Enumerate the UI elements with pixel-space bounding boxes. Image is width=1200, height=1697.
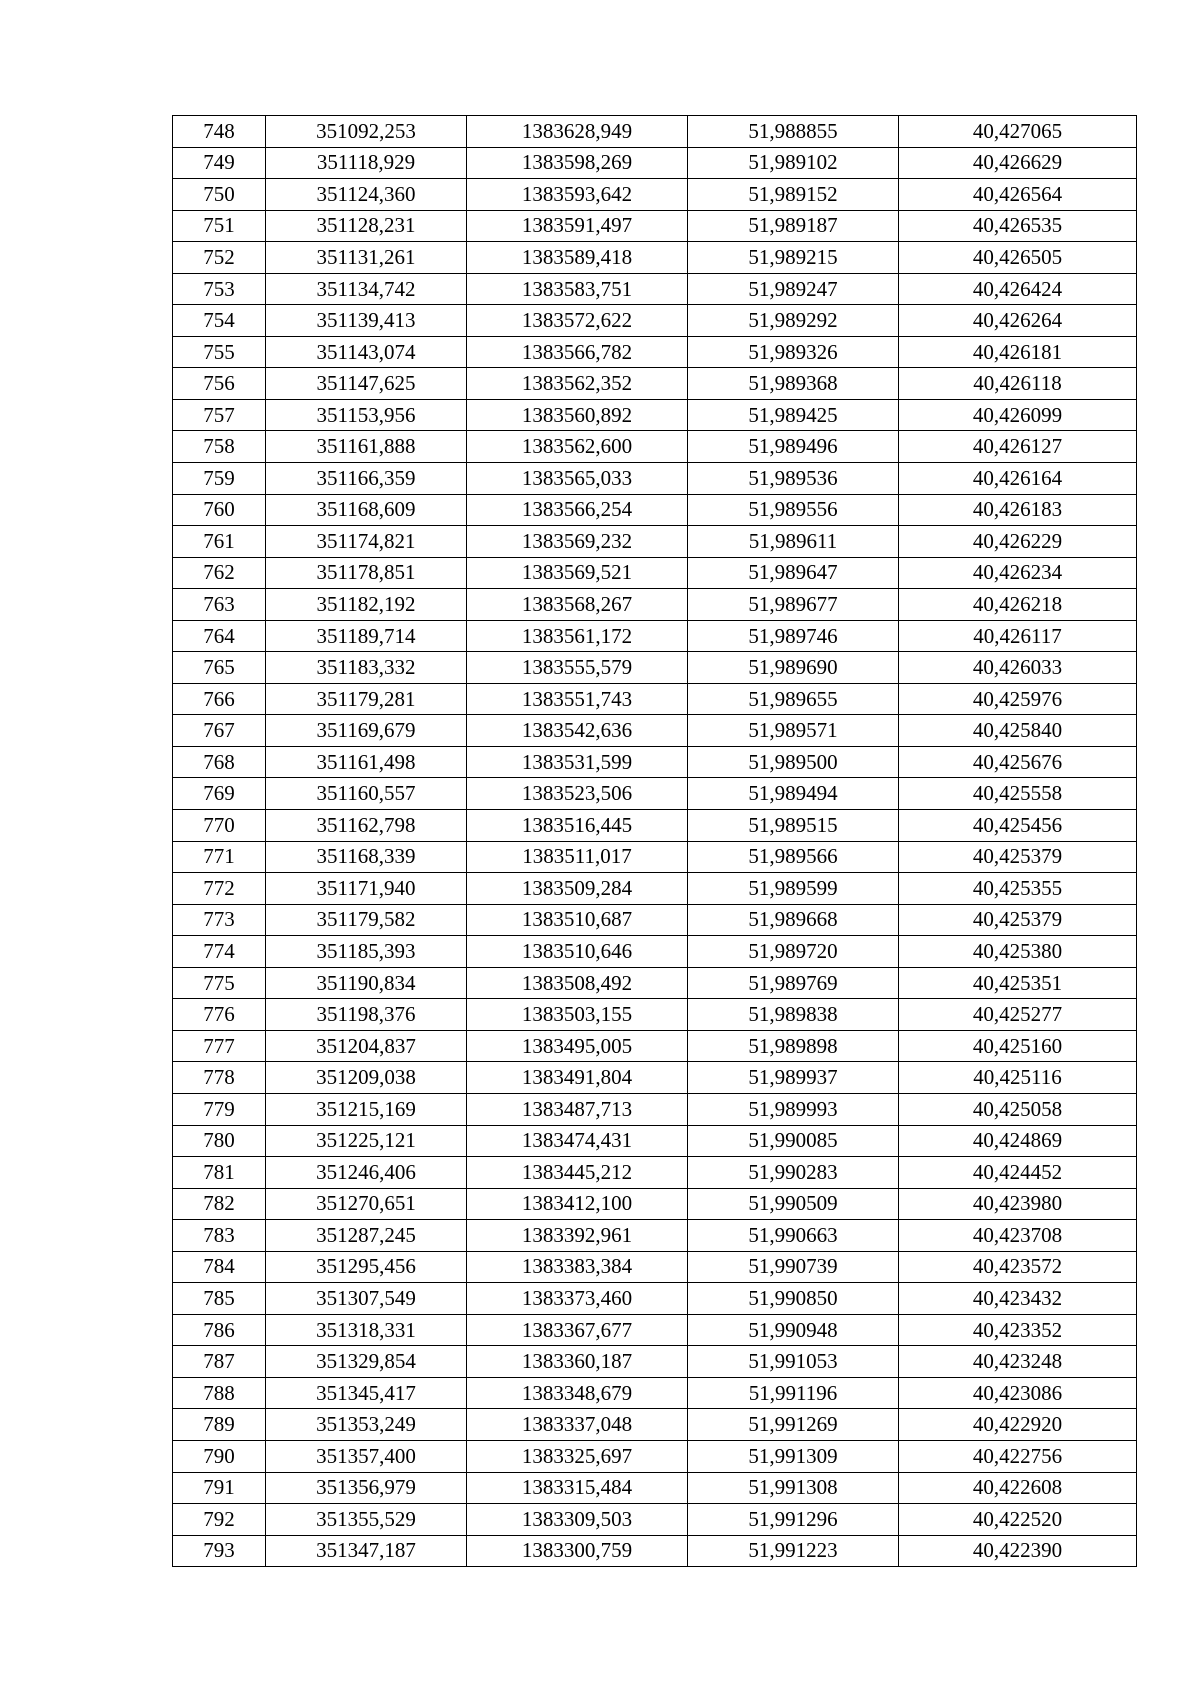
point-number-cell: 782 [173, 1188, 266, 1220]
coord-y-cell: 1383503,155 [467, 999, 688, 1031]
point-number-cell: 760 [173, 494, 266, 526]
point-number-cell: 754 [173, 305, 266, 337]
latitude-cell: 51,990850 [688, 1283, 899, 1315]
coord-y-cell: 1383474,431 [467, 1125, 688, 1157]
coord-x-cell: 351171,940 [266, 873, 467, 905]
coord-x-cell: 351143,074 [266, 336, 467, 368]
point-number-cell: 761 [173, 526, 266, 558]
coord-y-cell: 1383542,636 [467, 715, 688, 747]
coord-y-cell: 1383562,600 [467, 431, 688, 463]
point-number-cell: 749 [173, 147, 266, 179]
point-number-cell: 775 [173, 967, 266, 999]
table-row [173, 368, 1137, 400]
table-row [173, 1409, 1137, 1441]
coord-y-cell: 1383531,599 [467, 746, 688, 778]
coord-y-cell: 1383566,254 [467, 494, 688, 526]
latitude-cell: 51,989655 [688, 683, 899, 715]
coord-x-cell: 351131,261 [266, 242, 467, 274]
longitude-cell: 40,426629 [899, 147, 1137, 179]
point-number-cell: 759 [173, 463, 266, 495]
table-row [173, 526, 1137, 558]
table-row [173, 463, 1137, 495]
table-row [173, 242, 1137, 274]
latitude-cell: 51,989326 [688, 336, 899, 368]
point-number-cell: 784 [173, 1251, 266, 1283]
coord-y-cell: 1383445,212 [467, 1157, 688, 1189]
coord-x-cell: 351198,376 [266, 999, 467, 1031]
latitude-cell: 51,989720 [688, 936, 899, 968]
point-number-cell: 790 [173, 1440, 266, 1472]
longitude-cell: 40,426229 [899, 526, 1137, 558]
point-number-cell: 783 [173, 1220, 266, 1252]
longitude-cell: 40,422756 [899, 1440, 1137, 1472]
coord-y-cell: 1383572,622 [467, 305, 688, 337]
table-row [173, 746, 1137, 778]
latitude-cell: 51,988855 [688, 116, 899, 148]
latitude-cell: 51,989566 [688, 841, 899, 873]
latitude-cell: 51,989368 [688, 368, 899, 400]
longitude-cell: 40,426424 [899, 273, 1137, 305]
latitude-cell: 51,989536 [688, 463, 899, 495]
coord-x-cell: 351183,332 [266, 652, 467, 684]
latitude-cell: 51,990663 [688, 1220, 899, 1252]
table-row [173, 1157, 1137, 1189]
point-number-cell: 755 [173, 336, 266, 368]
coord-y-cell: 1383551,743 [467, 683, 688, 715]
table-row [173, 1472, 1137, 1504]
table-row [173, 210, 1137, 242]
table-row [173, 1504, 1137, 1536]
longitude-cell: 40,426505 [899, 242, 1137, 274]
longitude-cell: 40,425379 [899, 841, 1137, 873]
table-row [173, 1030, 1137, 1062]
table-row [173, 147, 1137, 179]
latitude-cell: 51,989993 [688, 1093, 899, 1125]
coord-y-cell: 1383593,642 [467, 179, 688, 211]
latitude-cell: 51,990739 [688, 1251, 899, 1283]
point-number-cell: 751 [173, 210, 266, 242]
latitude-cell: 51,989690 [688, 652, 899, 684]
point-number-cell: 753 [173, 273, 266, 305]
longitude-cell: 40,426127 [899, 431, 1137, 463]
longitude-cell: 40,424452 [899, 1157, 1137, 1189]
coord-y-cell: 1383373,460 [467, 1283, 688, 1315]
longitude-cell: 40,427065 [899, 116, 1137, 148]
latitude-cell: 51,989677 [688, 589, 899, 621]
point-number-cell: 771 [173, 841, 266, 873]
table-row [173, 557, 1137, 589]
coord-y-cell: 1383383,384 [467, 1251, 688, 1283]
longitude-cell: 40,426234 [899, 557, 1137, 589]
point-number-cell: 778 [173, 1062, 266, 1094]
coord-x-cell: 351161,888 [266, 431, 467, 463]
coord-y-cell: 1383561,172 [467, 620, 688, 652]
longitude-cell: 40,425116 [899, 1062, 1137, 1094]
longitude-cell: 40,426564 [899, 179, 1137, 211]
coord-x-cell: 351160,557 [266, 778, 467, 810]
point-number-cell: 780 [173, 1125, 266, 1157]
longitude-cell: 40,426264 [899, 305, 1137, 337]
coord-y-cell: 1383325,697 [467, 1440, 688, 1472]
coord-x-cell: 351162,798 [266, 810, 467, 842]
point-number-cell: 750 [173, 179, 266, 211]
latitude-cell: 51,990283 [688, 1157, 899, 1189]
longitude-cell: 40,425676 [899, 746, 1137, 778]
longitude-cell: 40,422920 [899, 1409, 1137, 1441]
coord-x-cell: 351092,253 [266, 116, 467, 148]
coord-x-cell: 351287,245 [266, 1220, 467, 1252]
longitude-cell: 40,425351 [899, 967, 1137, 999]
longitude-cell: 40,426033 [899, 652, 1137, 684]
latitude-cell: 51,990948 [688, 1314, 899, 1346]
latitude-cell: 51,989496 [688, 431, 899, 463]
latitude-cell: 51,989647 [688, 557, 899, 589]
coord-x-cell: 351209,038 [266, 1062, 467, 1094]
latitude-cell: 51,991269 [688, 1409, 899, 1441]
coord-y-cell: 1383566,782 [467, 336, 688, 368]
coord-y-cell: 1383583,751 [467, 273, 688, 305]
longitude-cell: 40,423708 [899, 1220, 1137, 1252]
longitude-cell: 40,424869 [899, 1125, 1137, 1157]
table-row [173, 1062, 1137, 1094]
coord-x-cell: 351185,393 [266, 936, 467, 968]
table-row [173, 494, 1137, 526]
coord-x-cell: 351166,359 [266, 463, 467, 495]
latitude-cell: 51,991309 [688, 1440, 899, 1472]
coord-x-cell: 351169,679 [266, 715, 467, 747]
coord-x-cell: 351204,837 [266, 1030, 467, 1062]
latitude-cell: 51,991296 [688, 1504, 899, 1536]
coord-x-cell: 351179,281 [266, 683, 467, 715]
coord-x-cell: 351318,331 [266, 1314, 467, 1346]
table-row [173, 399, 1137, 431]
coord-x-cell: 351270,651 [266, 1188, 467, 1220]
coord-x-cell: 351215,169 [266, 1093, 467, 1125]
latitude-cell: 51,989769 [688, 967, 899, 999]
coord-x-cell: 351161,498 [266, 746, 467, 778]
longitude-cell: 40,426183 [899, 494, 1137, 526]
point-number-cell: 774 [173, 936, 266, 968]
coord-x-cell: 351353,249 [266, 1409, 467, 1441]
coord-x-cell: 351178,851 [266, 557, 467, 589]
table-row [173, 1188, 1137, 1220]
coord-x-cell: 351124,360 [266, 179, 467, 211]
coord-y-cell: 1383511,017 [467, 841, 688, 873]
latitude-cell: 51,989247 [688, 273, 899, 305]
point-number-cell: 766 [173, 683, 266, 715]
latitude-cell: 51,989898 [688, 1030, 899, 1062]
coord-y-cell: 1383589,418 [467, 242, 688, 274]
table-row [173, 305, 1137, 337]
latitude-cell: 51,989292 [688, 305, 899, 337]
coord-y-cell: 1383348,679 [467, 1377, 688, 1409]
point-number-cell: 792 [173, 1504, 266, 1536]
latitude-cell: 51,989937 [688, 1062, 899, 1094]
coord-x-cell: 351134,742 [266, 273, 467, 305]
latitude-cell: 51,989746 [688, 620, 899, 652]
longitude-cell: 40,426099 [899, 399, 1137, 431]
coord-y-cell: 1383367,677 [467, 1314, 688, 1346]
coord-y-cell: 1383487,713 [467, 1093, 688, 1125]
longitude-cell: 40,422608 [899, 1472, 1137, 1504]
latitude-cell: 51,989494 [688, 778, 899, 810]
coordinates-table [172, 115, 1137, 1567]
longitude-cell: 40,425058 [899, 1093, 1137, 1125]
table-row [173, 873, 1137, 905]
coord-y-cell: 1383495,005 [467, 1030, 688, 1062]
table-row [173, 179, 1137, 211]
point-number-cell: 789 [173, 1409, 266, 1441]
coord-y-cell: 1383491,804 [467, 1062, 688, 1094]
coord-x-cell: 351139,413 [266, 305, 467, 337]
table-row [173, 620, 1137, 652]
coord-x-cell: 351295,456 [266, 1251, 467, 1283]
point-number-cell: 785 [173, 1283, 266, 1315]
longitude-cell: 40,423086 [899, 1377, 1137, 1409]
coord-x-cell: 351246,406 [266, 1157, 467, 1189]
table-row [173, 715, 1137, 747]
longitude-cell: 40,426118 [899, 368, 1137, 400]
point-number-cell: 758 [173, 431, 266, 463]
point-number-cell: 777 [173, 1030, 266, 1062]
table-row [173, 1283, 1137, 1315]
coord-y-cell: 1383337,048 [467, 1409, 688, 1441]
latitude-cell: 51,989500 [688, 746, 899, 778]
coord-y-cell: 1383523,506 [467, 778, 688, 810]
longitude-cell: 40,425976 [899, 683, 1137, 715]
point-number-cell: 787 [173, 1346, 266, 1378]
coord-y-cell: 1383510,687 [467, 904, 688, 936]
coord-x-cell: 351329,854 [266, 1346, 467, 1378]
point-number-cell: 763 [173, 589, 266, 621]
table-row [173, 589, 1137, 621]
longitude-cell: 40,422520 [899, 1504, 1137, 1536]
longitude-cell: 40,423248 [899, 1346, 1137, 1378]
coord-x-cell: 351179,582 [266, 904, 467, 936]
coord-y-cell: 1383508,492 [467, 967, 688, 999]
latitude-cell: 51,989152 [688, 179, 899, 211]
latitude-cell: 51,991223 [688, 1535, 899, 1567]
coord-x-cell: 351355,529 [266, 1504, 467, 1536]
table-row [173, 336, 1137, 368]
point-number-cell: 764 [173, 620, 266, 652]
coord-x-cell: 351347,187 [266, 1535, 467, 1567]
coord-y-cell: 1383568,267 [467, 589, 688, 621]
latitude-cell: 51,989611 [688, 526, 899, 558]
coord-x-cell: 351189,714 [266, 620, 467, 652]
table-row [173, 841, 1137, 873]
latitude-cell: 51,989515 [688, 810, 899, 842]
table-row [173, 431, 1137, 463]
table-row [173, 778, 1137, 810]
table-row [173, 683, 1137, 715]
longitude-cell: 40,425380 [899, 936, 1137, 968]
longitude-cell: 40,422390 [899, 1535, 1137, 1567]
latitude-cell: 51,989425 [688, 399, 899, 431]
point-number-cell: 762 [173, 557, 266, 589]
table-row [173, 1377, 1137, 1409]
latitude-cell: 51,989571 [688, 715, 899, 747]
longitude-cell: 40,426164 [899, 463, 1137, 495]
coord-y-cell: 1383598,269 [467, 147, 688, 179]
table-row [173, 1440, 1137, 1472]
coord-y-cell: 1383555,579 [467, 652, 688, 684]
point-number-cell: 793 [173, 1535, 266, 1567]
table-row [173, 1251, 1137, 1283]
table-row [173, 904, 1137, 936]
coord-y-cell: 1383516,445 [467, 810, 688, 842]
table-row [173, 1535, 1137, 1567]
longitude-cell: 40,423980 [899, 1188, 1137, 1220]
coord-y-cell: 1383509,284 [467, 873, 688, 905]
point-number-cell: 788 [173, 1377, 266, 1409]
coord-x-cell: 351118,929 [266, 147, 467, 179]
longitude-cell: 40,426535 [899, 210, 1137, 242]
latitude-cell: 51,991308 [688, 1472, 899, 1504]
longitude-cell: 40,425456 [899, 810, 1137, 842]
longitude-cell: 40,425840 [899, 715, 1137, 747]
longitude-cell: 40,423572 [899, 1251, 1137, 1283]
longitude-cell: 40,425379 [899, 904, 1137, 936]
coord-y-cell: 1383569,521 [467, 557, 688, 589]
coord-y-cell: 1383300,759 [467, 1535, 688, 1567]
coord-x-cell: 351168,339 [266, 841, 467, 873]
point-number-cell: 772 [173, 873, 266, 905]
coord-y-cell: 1383565,033 [467, 463, 688, 495]
coord-x-cell: 351356,979 [266, 1472, 467, 1504]
coord-x-cell: 351174,821 [266, 526, 467, 558]
longitude-cell: 40,425160 [899, 1030, 1137, 1062]
table-row [173, 999, 1137, 1031]
coord-y-cell: 1383412,100 [467, 1188, 688, 1220]
coord-y-cell: 1383360,187 [467, 1346, 688, 1378]
coord-x-cell: 351345,417 [266, 1377, 467, 1409]
coordinates-table-body [173, 116, 1137, 1567]
table-row [173, 810, 1137, 842]
table-row [173, 1093, 1137, 1125]
coord-x-cell: 351128,231 [266, 210, 467, 242]
latitude-cell: 51,989838 [688, 999, 899, 1031]
coord-y-cell: 1383560,892 [467, 399, 688, 431]
longitude-cell: 40,426218 [899, 589, 1137, 621]
point-number-cell: 748 [173, 116, 266, 148]
coord-x-cell: 351153,956 [266, 399, 467, 431]
latitude-cell: 51,989215 [688, 242, 899, 274]
coord-x-cell: 351168,609 [266, 494, 467, 526]
point-number-cell: 776 [173, 999, 266, 1031]
latitude-cell: 51,991196 [688, 1377, 899, 1409]
longitude-cell: 40,423352 [899, 1314, 1137, 1346]
point-number-cell: 779 [173, 1093, 266, 1125]
coord-y-cell: 1383392,961 [467, 1220, 688, 1252]
longitude-cell: 40,425355 [899, 873, 1137, 905]
table-row [173, 273, 1137, 305]
latitude-cell: 51,989599 [688, 873, 899, 905]
table-row [173, 967, 1137, 999]
point-number-cell: 765 [173, 652, 266, 684]
latitude-cell: 51,989668 [688, 904, 899, 936]
coord-x-cell: 351357,400 [266, 1440, 467, 1472]
longitude-cell: 40,426117 [899, 620, 1137, 652]
point-number-cell: 757 [173, 399, 266, 431]
latitude-cell: 51,989187 [688, 210, 899, 242]
coord-y-cell: 1383315,484 [467, 1472, 688, 1504]
longitude-cell: 40,423432 [899, 1283, 1137, 1315]
latitude-cell: 51,991053 [688, 1346, 899, 1378]
table-row [173, 116, 1137, 148]
point-number-cell: 752 [173, 242, 266, 274]
latitude-cell: 51,989102 [688, 147, 899, 179]
table-row [173, 1314, 1137, 1346]
point-number-cell: 756 [173, 368, 266, 400]
coord-y-cell: 1383562,352 [467, 368, 688, 400]
coord-x-cell: 351147,625 [266, 368, 467, 400]
table-row [173, 1125, 1137, 1157]
point-number-cell: 773 [173, 904, 266, 936]
point-number-cell: 768 [173, 746, 266, 778]
latitude-cell: 51,990509 [688, 1188, 899, 1220]
coord-y-cell: 1383591,497 [467, 210, 688, 242]
coord-x-cell: 351182,192 [266, 589, 467, 621]
point-number-cell: 770 [173, 810, 266, 842]
point-number-cell: 791 [173, 1472, 266, 1504]
longitude-cell: 40,426181 [899, 336, 1137, 368]
point-number-cell: 769 [173, 778, 266, 810]
latitude-cell: 51,990085 [688, 1125, 899, 1157]
coord-x-cell: 351307,549 [266, 1283, 467, 1315]
coord-y-cell: 1383309,503 [467, 1504, 688, 1536]
coord-x-cell: 351190,834 [266, 967, 467, 999]
latitude-cell: 51,989556 [688, 494, 899, 526]
point-number-cell: 781 [173, 1157, 266, 1189]
coord-y-cell: 1383628,949 [467, 116, 688, 148]
longitude-cell: 40,425558 [899, 778, 1137, 810]
table-row [173, 652, 1137, 684]
point-number-cell: 786 [173, 1314, 266, 1346]
coord-x-cell: 351225,121 [266, 1125, 467, 1157]
longitude-cell: 40,425277 [899, 999, 1137, 1031]
table-row [173, 1346, 1137, 1378]
table-row [173, 936, 1137, 968]
coord-y-cell: 1383510,646 [467, 936, 688, 968]
point-number-cell: 767 [173, 715, 266, 747]
coord-y-cell: 1383569,232 [467, 526, 688, 558]
table-row [173, 1220, 1137, 1252]
